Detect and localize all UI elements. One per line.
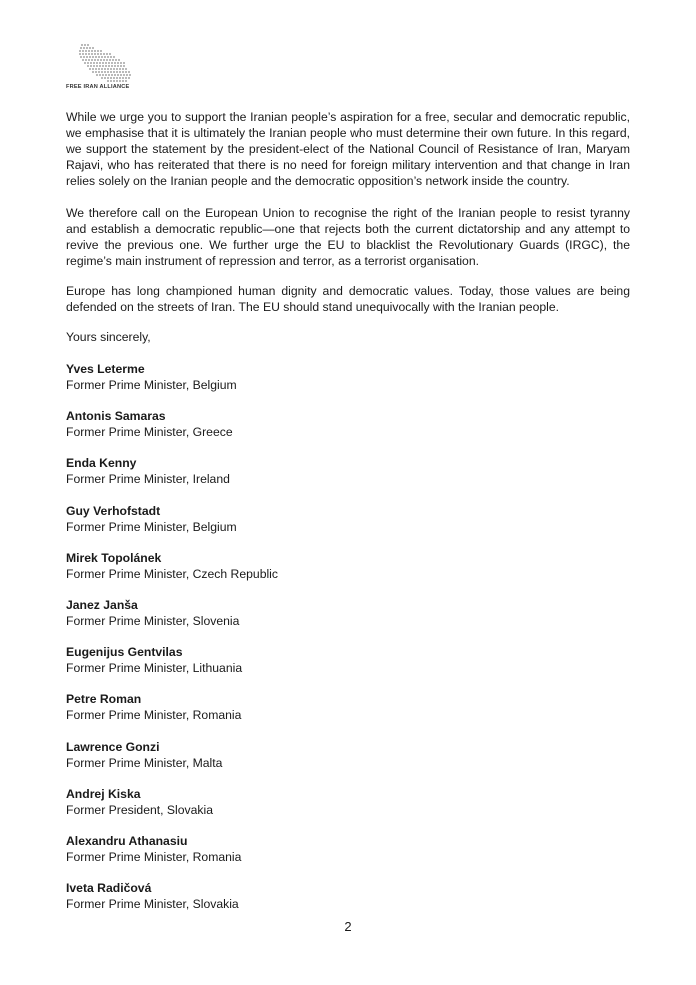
signatory xyxy=(66,550,630,597)
letter-paragraph-1: While we urge you to support the Iranian people’s aspiration for a free, secular and democratic republic, we emphasise that it is ultimately the Iranian people who must determine their own future. In this regard, we support the statement by the president-elect of the National Council of Resistance of Iran, Maryam Rajavi, who has reiterated that there is no need for foreign military intervention and that change in Iran relies solely on the Iranian people and the democratic opposition’s network inside the country. xyxy=(66,110,630,188)
signatory xyxy=(66,361,630,408)
signatory-name: Andrej Kiska xyxy=(66,786,141,801)
signatory xyxy=(66,739,630,786)
page-number: 2 xyxy=(344,919,352,934)
signatory xyxy=(66,691,630,738)
signatory-name: Iveta Radičová xyxy=(66,881,152,896)
signatory xyxy=(66,503,630,550)
signatory-name: Enda Kenny xyxy=(66,456,137,471)
signatory-title: Former Prime Minister, Romania xyxy=(66,708,242,723)
signatory xyxy=(66,833,630,880)
letter-closing: Yours sincerely, xyxy=(66,330,151,344)
signatory-title: Former Prime Minister, Belgium xyxy=(66,378,237,392)
signatory-name: Petre Roman xyxy=(66,692,142,707)
signatory-name: Mirek Topolánek xyxy=(66,550,162,565)
signatory-title: Former Prime Minister, Romania xyxy=(66,849,242,864)
signatory-name: Antonis Samaras xyxy=(66,409,166,424)
iran-map-dots-icon xyxy=(66,42,156,84)
signatory xyxy=(66,455,630,502)
signatory-title: Former Prime Minister, Ireland xyxy=(66,472,230,487)
signatory-name: Lawrence Gonzi xyxy=(66,739,160,754)
signatory-name: Guy Verhofstadt xyxy=(66,503,161,518)
signatory-title: Former Prime Minister, Lithuania xyxy=(66,661,243,676)
letter-paragraph-2: We therefore call on the European Union to recognise the right of the Iranian people to resist tyranny and establish a democratic republic—one that rejects both the current dictatorship and any attempt to revive the previous one. We further urge the EU to blacklist the Revolutionary Guards (IRGC), the regime’s main instrument of repression and terror, as a terrorist organisation. xyxy=(66,206,630,268)
signatory-name: Alexandru Athanasiu xyxy=(66,833,188,848)
signatory-title: Former Prime Minister, Malta xyxy=(66,755,223,770)
signatory-title: Former Prime Minister, Slovakia xyxy=(66,897,239,912)
signatory xyxy=(66,786,630,833)
signatory-name: Janez Janša xyxy=(66,597,138,612)
signatory-name: Eugenijus Gentvilas xyxy=(66,645,183,660)
signatory xyxy=(66,597,630,644)
signatory-list xyxy=(66,361,630,927)
signatory-title: Former Prime Minister, Greece xyxy=(66,425,233,440)
signatory-title: Former Prime Minister, Czech Republic xyxy=(66,566,278,581)
logo-text: FREE IRAN ALLIANCE xyxy=(66,84,130,90)
free-iran-alliance-logo xyxy=(66,42,156,96)
signatory xyxy=(66,644,630,691)
letter-paragraph-3: Europe has long championed human dignity and democratic values. Today, those values are being defended on the streets of Iran. The EU should stand unequivocally with the Iranian people. xyxy=(66,284,630,314)
signatory-title: Former Prime Minister, Slovenia xyxy=(66,613,240,628)
signatory xyxy=(66,408,630,455)
signatory-title: Former President, Slovakia xyxy=(66,802,213,817)
signatory-title: Former Prime Minister, Belgium xyxy=(66,519,237,534)
signatory-name: Yves Leterme xyxy=(66,362,145,376)
